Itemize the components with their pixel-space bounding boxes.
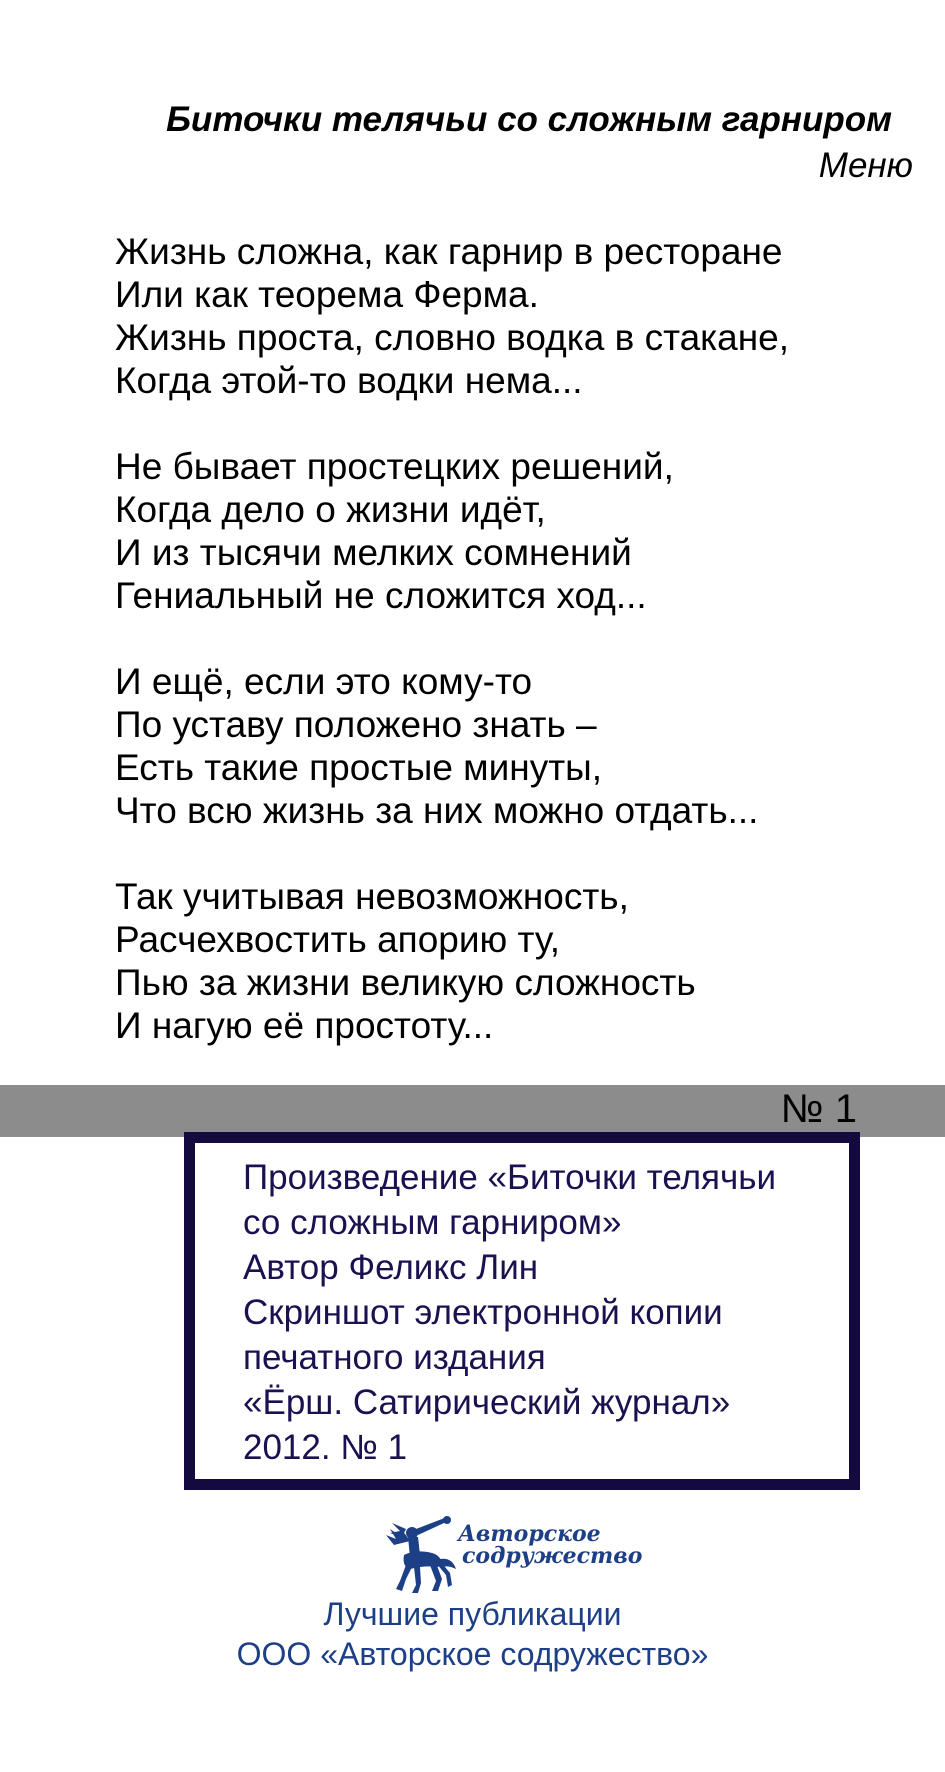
poem-line: Расчехвостить апорию ту, bbox=[115, 919, 560, 960]
pegasus-trumpeter-icon bbox=[386, 1515, 458, 1595]
stanza bbox=[115, 445, 915, 617]
publisher-logo bbox=[386, 1515, 643, 1595]
logo-wordmark-line: Авторское bbox=[458, 1521, 601, 1547]
stanza bbox=[115, 875, 915, 1047]
poem-line: И из тысячи мелких сомнений bbox=[115, 532, 632, 573]
poem-line: Или как теорема Ферма. bbox=[115, 274, 539, 315]
logo-wordmark bbox=[458, 1523, 642, 1567]
poem-line: Что всю жизнь за них можно отдать... bbox=[115, 790, 759, 831]
poem-line: Жизнь проста, словно водка в стакане, bbox=[115, 317, 790, 358]
info-line: 2012. № 1 bbox=[243, 1428, 408, 1467]
issue-number: № 1 bbox=[780, 1087, 857, 1131]
info-line: Скриншот электронной копии bbox=[243, 1293, 723, 1332]
section-label: Меню bbox=[818, 146, 913, 185]
poem-line: Не бывает простецких решений, bbox=[115, 446, 674, 487]
poem-line: И нагую её простоту... bbox=[115, 1005, 494, 1046]
info-line: со сложным гарниром» bbox=[243, 1203, 622, 1242]
info-line: печатного издания bbox=[243, 1338, 546, 1377]
info-line: Произведение «Биточки телячьи bbox=[243, 1158, 777, 1197]
info-line: Автор Феликс Лин bbox=[243, 1248, 539, 1287]
poem-line: По уставу положено знать – bbox=[115, 704, 597, 745]
previous-page-text-fragment bbox=[0, 0, 945, 6]
logo-wordmark-line: содружество bbox=[462, 1543, 643, 1569]
stanza bbox=[115, 660, 915, 832]
info-line: «Ёрш. Сатирический журнал» bbox=[243, 1383, 731, 1422]
issue-banner bbox=[0, 1085, 945, 1137]
poem-line: Так учитывая невозможность, bbox=[115, 876, 629, 917]
publication-info-box bbox=[184, 1132, 860, 1490]
poem-line: Жизнь сложна, как гарнир в ресторане bbox=[115, 231, 783, 272]
poem-line: Пью за жизни великую сложность bbox=[115, 962, 696, 1003]
poem-title: Биточки телячьи со сложным гарниром bbox=[166, 100, 892, 139]
footer-tagline: Лучшие публикации bbox=[323, 1596, 622, 1632]
poem-line: И ещё, если это кому-то bbox=[115, 661, 533, 702]
poem-line: Есть такие простые минуты, bbox=[115, 747, 603, 788]
poem-body bbox=[115, 230, 915, 1090]
footer-publisher: ООО «Авторское содружество» bbox=[236, 1636, 709, 1672]
poem-line: Когда этой-то водки нема... bbox=[115, 360, 583, 401]
stanza bbox=[115, 230, 915, 402]
poem-line: Когда дело о жизни идёт, bbox=[115, 489, 546, 530]
poem-line: Гениальный не сложится ход... bbox=[115, 575, 647, 616]
publication-info-text bbox=[243, 1155, 843, 1470]
